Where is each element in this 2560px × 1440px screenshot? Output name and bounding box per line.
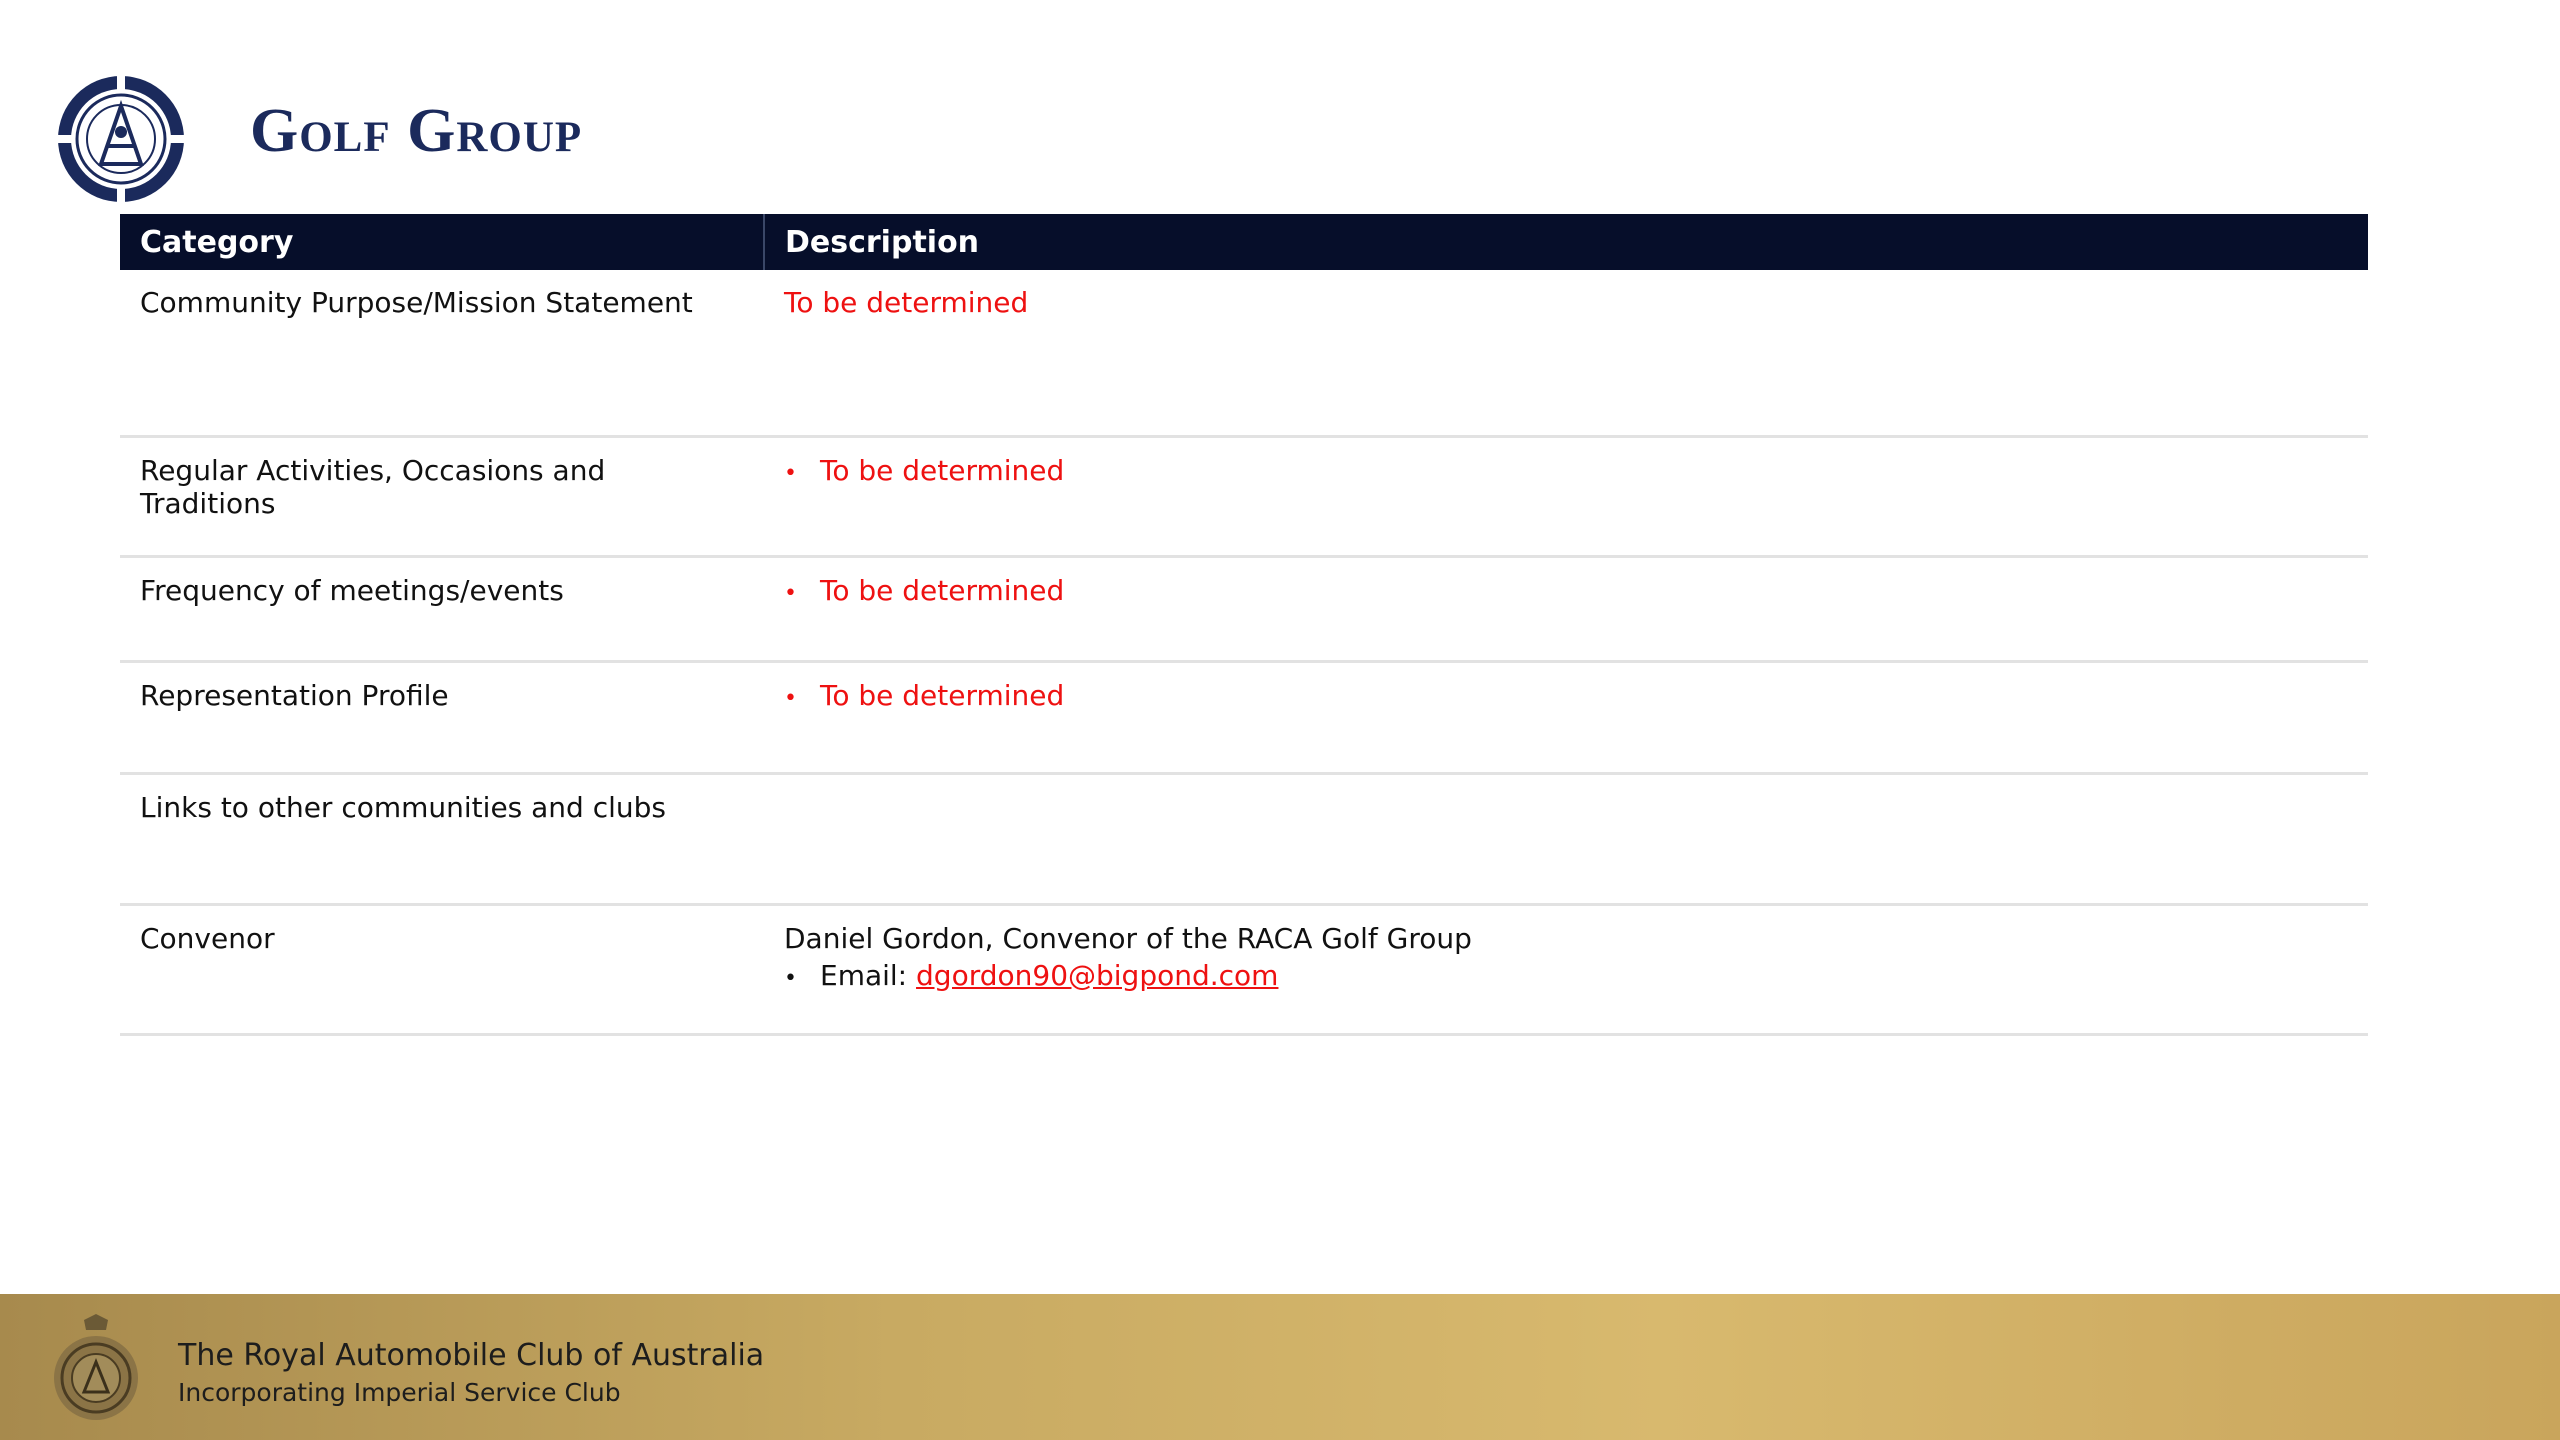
convenor-name: Daniel Gordon, Convenor of the RACA Golf Group: [784, 921, 1472, 955]
tbd-text: To be determined: [820, 573, 1065, 607]
category-cell: Frequency of meetings/events: [120, 556, 764, 661]
category-cell: Links to other communities and clubs: [120, 773, 764, 904]
description-cell: [764, 436, 2368, 556]
footer-bar: [0, 1294, 2560, 1440]
club-name: The Royal Automobile Club of Australia: [178, 1338, 765, 1373]
info-table: [120, 214, 2368, 1036]
bullet-icon: •: [784, 685, 797, 711]
email-label: Email:: [820, 958, 917, 992]
category-cell: Representation Profile: [120, 661, 764, 773]
category-cell: Convenor: [120, 904, 764, 1034]
table-row: [120, 556, 2368, 661]
column-header-description: Description: [764, 214, 2368, 270]
club-subtitle: Incorporating Imperial Service Club: [178, 1378, 621, 1407]
description-cell: [764, 904, 2368, 1034]
table-row: [120, 773, 2368, 904]
raca-badge-icon: [50, 1314, 142, 1426]
raca-crest-icon: [56, 74, 186, 204]
category-cell: Regular Activities, Occasions and Traditions: [120, 436, 764, 556]
bullet-icon: •: [784, 580, 797, 606]
tbd-text: To be determined: [820, 453, 1065, 487]
table-row: [120, 904, 2368, 1034]
table-row: [120, 436, 2368, 556]
tbd-text: To be determined: [820, 678, 1065, 712]
email-link[interactable]: dgordon90@bigpond.com: [916, 958, 1279, 992]
description-cell: [764, 556, 2368, 661]
description-cell: [764, 773, 2368, 904]
tbd-text: To be determined: [784, 286, 1029, 319]
category-cell: Community Purpose/Mission Statement: [120, 270, 764, 436]
bullet-icon: •: [784, 460, 797, 486]
table-row: [120, 661, 2368, 773]
bullet-icon: •: [784, 965, 797, 991]
page-title: Golf Group: [250, 97, 583, 165]
description-cell: [764, 270, 2368, 436]
column-header-category: Category: [120, 214, 764, 270]
table-header-row: [120, 214, 2368, 270]
description-cell: [764, 661, 2368, 773]
table-row: [120, 270, 2368, 436]
